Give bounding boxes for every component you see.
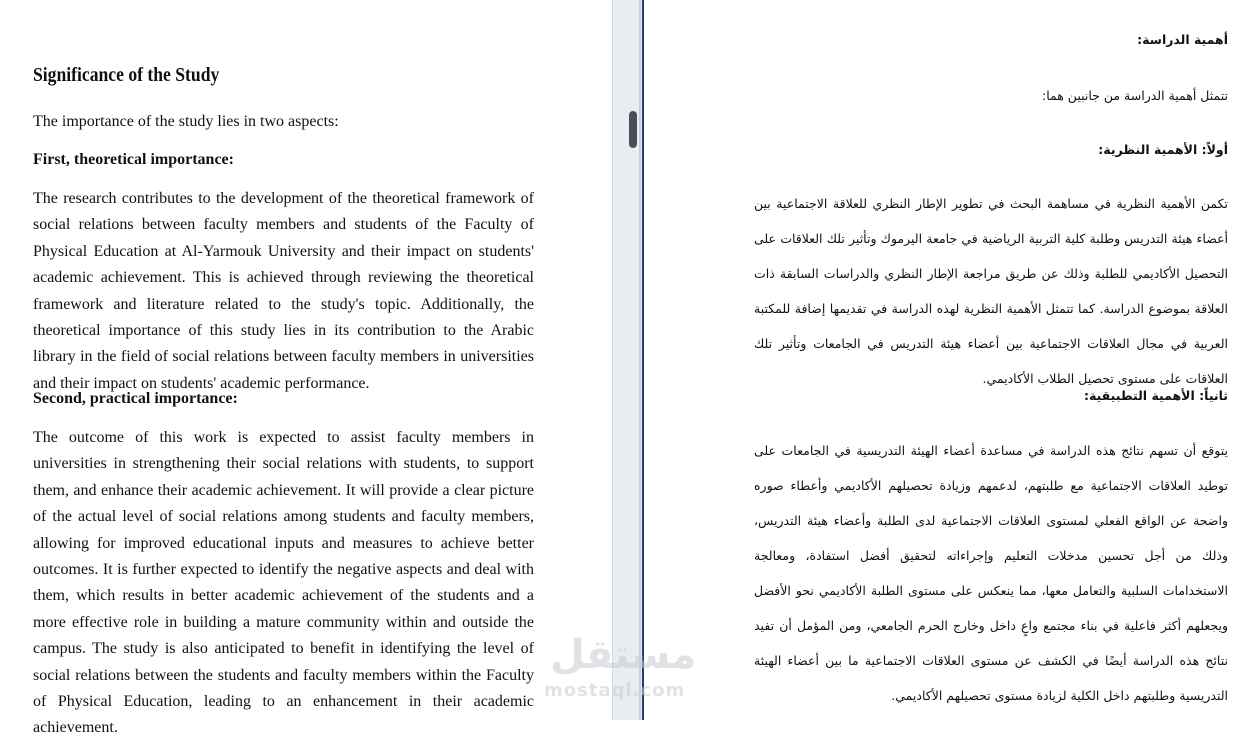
arabic-title: أهمية الدراسة:	[1137, 32, 1228, 47]
arabic-practical-paragraph: يتوقع أن تسهم نتائج هذه الدراسة في مساعدة أعضاء الهيئة التدريسية في الجامعات على توطيد العلاقات الاجتماعية مع طلبتهم، لدعمهم وزيادة تحصيلهم الأكاديمي وأعطاء صوره واضحة عن الواقع الفعلي لمستوى العلاقات الاجتماعية لدى الطلبة وأعضاء هيئة التدريس، وذلك من أجل تحسين مدخلات التعليم وإجراءاته لتحقيق أفضل استفادة، ومعالجة الاستخدامات السلبية والتعامل معها، مما ينعكس على مستوى الطلبة الأكاديمي نحو الأفضل ويجعلهم أكثر فاعلية في بناء مجتمع واعٍ داخل وخارج الحرم الجامعي، ومن المؤمل أن تفيد نتائج هذه الدراسة أيضًا في الكشف عن مستوى العلاقات الاجتماعية ما بين أعضاء الهيئة التدريسية وطلبتهم داخل الكلية لزيادة مستوى تحصيلهم الأكاديمي.	[754, 443, 1228, 703]
english-practical-heading: Second, practical importance:	[33, 390, 238, 407]
english-practical-paragraph: The outcome of this work is expected to assist faculty members in universities in strengthening their social relations with students, to support them, and enhance their academic achievement. It will provide a clear picture of the actual level of social relations among students and faculty members, allowing for improved educational inputs and measures to achieve better outcomes. It is further expected to identify the negative aspects and deal with them, which results in better academic achievement of the students and a more effective role in building a mature community within and outside the campus. The study is also anticipated to benefit in identifying the level of social relations between the students and faculty members within the Faculty of Physical Education, leading to an enhancement in their academic achievement.	[33, 429, 534, 737]
scrollbar-thumb[interactable]	[629, 111, 637, 148]
scrollbar-track-line	[639, 0, 641, 720]
english-document-page	[0, 0, 612, 737]
mostaql-watermark-logo	[540, 632, 710, 712]
english-theoretical-heading: First, theoretical importance:	[33, 151, 234, 168]
english-theoretical-paragraph: The research contributes to the development of the theoretical framework of social relations between faculty members and students of the Faculty of Physical Education at Al-Yarmouk University and their impact on students' academic achievement. This is achieved through reviewing the theoretical framework and literature related to the study's topic. Additionally, the theoretical importance of this study lies in its contribution to the Arabic library in the field of social relations between faculty members in universities and their impact on students' academic performance.	[33, 190, 534, 392]
arabic-theoretical-heading: أولاً: الأهمية النظرية:	[1098, 142, 1228, 157]
arabic-practical-heading: ثانياً: الأهمية التطبيقية:	[1083, 388, 1228, 403]
english-title: Significance of the Study	[33, 64, 220, 86]
arabic-intro: تتمثل أهمية الدراسة من جانبين هما:	[1042, 88, 1228, 103]
english-intro: The importance of the study lies in two aspects:	[33, 113, 339, 130]
watermark-arabic-text: مستقل	[550, 632, 697, 678]
arabic-document-page	[644, 0, 1255, 720]
arabic-theoretical-paragraph: تكمن الأهمية النظرية في مساهمة البحث في تطوير الإطار النظري للعلاقة الاجتماعية بين أعضاء هيئة التدريس وطلبة كلية التربية الرياضية في جامعة اليرموك وتأثير تلك العلاقات على التحصيل الأكاديمي للطلبة وذلك عن طريق مراجعة الإطار النظري والدراسات السابقة ذات العلاقة بموضوع الدراسة. كما تتمثل الأهمية النظرية لهذه الدراسة في تقديمها إضافة للمكتبة العربية في مجال العلاقات الاجتماعية بين أعضاء هيئة التدريس في الجامعات وتأثير تلك العلاقات على مستوى تحصيل الطلاب الأكاديمي.	[754, 196, 1228, 386]
vertical-scrollbar[interactable]	[612, 0, 643, 720]
watermark-latin-text: mostaql.com	[544, 680, 686, 701]
